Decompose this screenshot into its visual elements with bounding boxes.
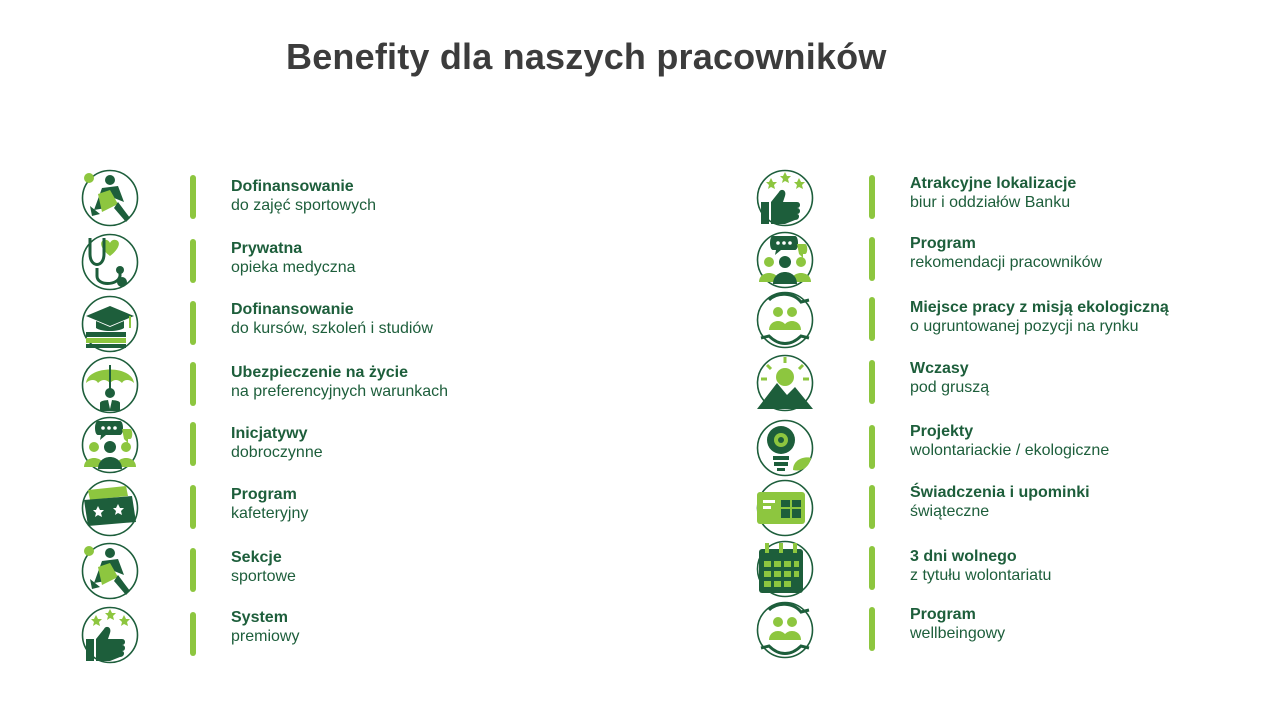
benefit-text — [231, 548, 296, 586]
divider-bar — [190, 175, 196, 219]
page-title: Benefity dla naszych pracowników — [286, 36, 887, 77]
benefit-title: Inicjatywy — [231, 425, 308, 442]
benefit-title: 3 dni wolnego — [910, 548, 1017, 565]
benefit-title: Projekty — [910, 423, 974, 440]
benefit-subtitle: z tytułu wolontariatu — [910, 567, 1052, 584]
benefit-title: System — [231, 609, 288, 626]
benefit-subtitle: kafeteryjny — [231, 505, 309, 522]
benefit-title: Sekcje — [231, 549, 282, 566]
benefit-text — [231, 424, 323, 462]
calendar-icon — [755, 539, 815, 599]
umbrella-person-icon — [80, 355, 140, 415]
mountain-sun-icon — [755, 353, 815, 413]
benefit-subtitle: wolontariackie / ekologiczne — [910, 442, 1110, 459]
benefit-subtitle: premiowy — [231, 628, 300, 645]
benefit-text — [231, 608, 299, 646]
benefit-text — [910, 422, 1109, 460]
gift-card-icon — [755, 478, 815, 538]
hands-people-icon — [755, 290, 815, 350]
benefit-subtitle: opieka medyczna — [231, 259, 356, 276]
benefit-subtitle: na preferencyjnych warunkach — [231, 383, 449, 400]
benefit-title: Program — [910, 606, 976, 623]
divider-bar — [190, 485, 196, 529]
benefit-subtitle: dobroczynne — [231, 444, 323, 461]
benefit-title: Świadczenia i upominki — [910, 484, 1090, 501]
benefit-title: Ubezpieczenie na życie — [231, 364, 408, 381]
benefit-subtitle: świąteczne — [910, 503, 990, 520]
hands-people-icon — [755, 600, 815, 660]
benefit-title: Atrakcyjne lokalizacje — [910, 175, 1077, 192]
benefit-title: Prywatna — [231, 240, 303, 257]
divider-bar — [869, 546, 875, 590]
ticket-icon — [80, 478, 140, 538]
divider-bar — [190, 301, 196, 345]
benefit-title: Miejsce pracy z misją ekologiczną — [910, 299, 1169, 316]
benefit-title: Wczasy — [910, 360, 969, 377]
divider-bar — [869, 237, 875, 281]
benefit-text — [231, 485, 308, 523]
benefit-text — [231, 363, 448, 401]
group-chat-icon — [755, 230, 815, 290]
benefit-subtitle: do zajęć sportowych — [231, 197, 376, 214]
benefit-text — [910, 359, 989, 397]
benefit-text — [910, 605, 1005, 643]
divider-bar — [869, 485, 875, 529]
benefit-text — [910, 298, 1169, 336]
benefit-title: Program — [910, 235, 976, 252]
benefit-subtitle: sportowe — [231, 568, 296, 585]
sport-icon — [80, 541, 140, 601]
divider-bar — [869, 297, 875, 341]
benefit-subtitle: o ugruntowanej pozycji na rynku — [910, 318, 1139, 335]
divider-bar — [190, 422, 196, 466]
benefit-subtitle: wellbeingowy — [910, 625, 1006, 642]
benefit-subtitle: rekomendacji pracowników — [910, 254, 1103, 271]
benefit-subtitle: pod gruszą — [910, 379, 990, 396]
divider-bar — [869, 425, 875, 469]
graduation-books-icon — [80, 294, 140, 354]
divider-bar — [190, 612, 196, 656]
benefit-text — [231, 239, 356, 277]
stethoscope-heart-icon — [80, 232, 140, 292]
divider-bar — [190, 239, 196, 283]
divider-bar — [869, 175, 875, 219]
benefit-subtitle: biur i oddziałów Banku — [910, 194, 1071, 211]
benefit-title: Dofinansowanie — [231, 301, 354, 318]
benefit-title: Dofinansowanie — [231, 178, 354, 195]
sport-icon — [80, 168, 140, 228]
divider-bar — [869, 607, 875, 651]
benefit-text — [910, 547, 1051, 585]
bulb-gear-leaf-icon — [755, 418, 815, 478]
benefit-text — [910, 174, 1076, 212]
benefit-text — [910, 483, 1090, 521]
divider-bar — [190, 362, 196, 406]
thumbs-up-stars-icon — [755, 168, 815, 228]
divider-bar — [190, 548, 196, 592]
benefit-text — [231, 177, 376, 215]
benefit-text — [910, 234, 1102, 272]
benefit-text — [231, 300, 433, 338]
benefit-subtitle: do kursów, szkoleń i studiów — [231, 320, 433, 337]
divider-bar — [869, 360, 875, 404]
thumbs-up-stars-icon — [80, 605, 140, 665]
group-chat-icon — [80, 415, 140, 475]
benefit-title: Program — [231, 486, 297, 503]
